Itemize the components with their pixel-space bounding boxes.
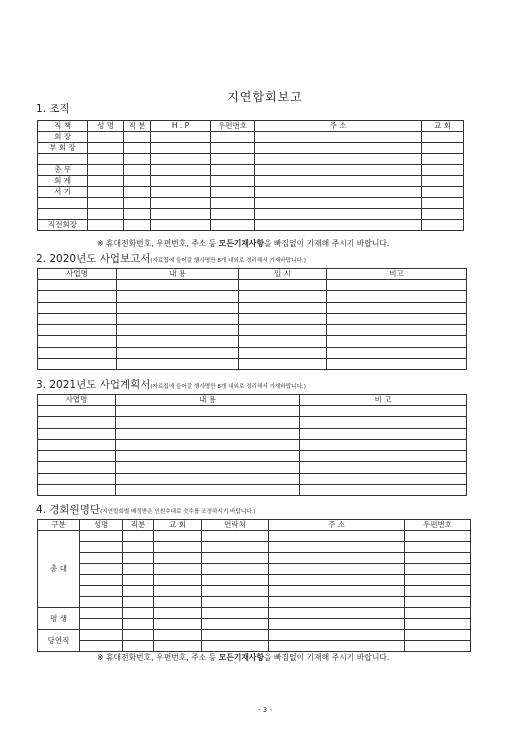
empty-cell <box>300 462 467 473</box>
empty-cell <box>123 586 154 597</box>
empty-cell <box>80 641 123 652</box>
role-label: 서 기 <box>38 187 88 198</box>
table-row <box>38 553 471 564</box>
empty-cell <box>300 417 467 428</box>
empty-cell <box>38 462 116 473</box>
empty-cell <box>123 641 154 652</box>
table-row <box>38 586 471 597</box>
empty-cell <box>116 473 300 484</box>
empty-cell <box>124 165 151 176</box>
empty-cell <box>327 336 467 347</box>
table-row <box>38 291 467 302</box>
table-row <box>38 325 467 336</box>
table-row <box>38 209 464 220</box>
empty-cell <box>88 220 124 231</box>
empty-cell <box>116 485 300 496</box>
role-label: 총 무 <box>38 165 88 176</box>
header-cell: 주 소 <box>269 520 405 531</box>
table-row <box>38 132 464 143</box>
empty-cell <box>151 220 211 231</box>
empty-cell <box>124 187 151 198</box>
empty-cell <box>422 198 464 209</box>
empty-cell <box>255 154 422 165</box>
empty-cell <box>38 406 116 417</box>
role-label: 회 장 <box>38 132 88 143</box>
empty-cell <box>405 608 471 619</box>
empty-cell <box>151 132 211 143</box>
empty-cell <box>124 220 151 231</box>
empty-cell <box>211 176 255 187</box>
empty-cell <box>202 608 269 619</box>
empty-cell <box>422 143 464 154</box>
empty-cell <box>211 132 255 143</box>
header-cell: 내 용 <box>117 269 239 280</box>
fill-notice: ※ 휴대전화번호, 우편번호, 주소 등 모든기재사항을 빠짐없이 기재해 주시기 바랍니다. <box>97 239 390 248</box>
table-row <box>38 608 471 619</box>
empty-cell <box>154 619 202 630</box>
empty-cell <box>202 575 269 586</box>
empty-cell <box>154 586 202 597</box>
empty-cell <box>80 575 123 586</box>
table-row <box>38 165 464 176</box>
empty-cell <box>80 553 123 564</box>
empty-cell <box>422 176 464 187</box>
empty-cell <box>38 280 117 291</box>
page-title: 지연합회보고 <box>227 90 303 104</box>
header-cell: 연락처 <box>202 520 269 531</box>
empty-cell <box>151 176 211 187</box>
table-row <box>38 302 467 313</box>
empty-cell <box>151 154 211 165</box>
table-row <box>38 359 467 370</box>
table-row <box>38 439 467 450</box>
table-header-row <box>38 269 467 280</box>
empty-cell <box>327 347 467 358</box>
header-cell: 사업명 <box>38 395 116 406</box>
empty-cell <box>327 313 467 324</box>
empty-cell <box>123 564 154 575</box>
empty-cell <box>239 359 327 370</box>
empty-cell <box>405 641 471 652</box>
empty-cell <box>88 187 124 198</box>
empty-cell <box>117 325 239 336</box>
empty-cell <box>269 564 405 575</box>
empty-cell <box>151 165 211 176</box>
role-label <box>38 209 88 220</box>
header-cell: 비고 <box>327 269 467 280</box>
empty-cell <box>116 417 300 428</box>
empty-cell <box>38 428 116 439</box>
empty-cell <box>117 302 239 313</box>
empty-cell <box>255 165 422 176</box>
empty-cell <box>88 143 124 154</box>
empty-cell <box>117 291 239 302</box>
table-row <box>38 406 467 417</box>
section-3-heading: 3. 2021년도 사업계획서(자료집에 들어갈 행사명만 8개 내외로 정리해서 기재바랍니다.) <box>36 379 306 391</box>
empty-cell <box>123 597 154 608</box>
table-row <box>38 619 471 630</box>
header-cell: 내 용 <box>116 395 300 406</box>
table-row <box>38 428 467 439</box>
header-cell: 성명 <box>80 520 123 531</box>
header-cell: 교 회 <box>422 121 464 132</box>
empty-cell <box>239 313 327 324</box>
empty-cell <box>124 198 151 209</box>
empty-cell <box>202 564 269 575</box>
empty-cell <box>422 209 464 220</box>
group-label: 총 대 <box>38 531 80 608</box>
empty-cell <box>38 325 117 336</box>
table-row <box>38 198 464 209</box>
empty-cell <box>300 451 467 462</box>
empty-cell <box>154 542 202 553</box>
business-plan-table <box>37 394 467 496</box>
empty-cell <box>123 608 154 619</box>
empty-cell <box>38 291 117 302</box>
empty-cell <box>239 302 327 313</box>
header-cell: 비 고 <box>300 395 467 406</box>
empty-cell <box>80 542 123 553</box>
empty-cell <box>80 531 123 542</box>
empty-cell <box>211 209 255 220</box>
empty-cell <box>255 176 422 187</box>
member-list-table <box>37 519 471 652</box>
role-label: 직전회장 <box>38 220 88 231</box>
empty-cell <box>405 597 471 608</box>
empty-cell <box>300 439 467 450</box>
empty-cell <box>255 132 422 143</box>
empty-cell <box>405 630 471 641</box>
empty-cell <box>38 313 117 324</box>
empty-cell <box>38 347 117 358</box>
empty-cell <box>269 575 405 586</box>
organization-table <box>37 120 464 231</box>
empty-cell <box>327 291 467 302</box>
empty-cell <box>422 154 464 165</box>
header-cell: 우편번호 <box>211 121 255 132</box>
empty-cell <box>38 485 116 496</box>
group-label: 평 생 <box>38 608 80 630</box>
empty-cell <box>269 586 405 597</box>
empty-cell <box>211 187 255 198</box>
business-report-table <box>37 268 467 370</box>
table-row <box>38 143 464 154</box>
empty-cell <box>38 473 116 484</box>
empty-cell <box>151 198 211 209</box>
table-row <box>38 313 467 324</box>
empty-cell <box>151 209 211 220</box>
empty-cell <box>202 619 269 630</box>
section-1-heading: 1. 조직 <box>36 103 70 115</box>
table-row <box>38 641 471 652</box>
empty-cell <box>269 608 405 619</box>
page-number: - 3 - <box>258 706 272 714</box>
empty-cell <box>38 451 116 462</box>
empty-cell <box>239 347 327 358</box>
table-row <box>38 347 467 358</box>
empty-cell <box>80 619 123 630</box>
empty-cell <box>116 439 300 450</box>
empty-cell <box>154 641 202 652</box>
table-row <box>38 154 464 165</box>
table-row <box>38 485 467 496</box>
role-label <box>38 154 88 165</box>
empty-cell <box>269 542 405 553</box>
empty-cell <box>269 619 405 630</box>
empty-cell <box>123 630 154 641</box>
header-cell: 우편번호 <box>405 520 471 531</box>
empty-cell <box>255 143 422 154</box>
table-row <box>38 462 467 473</box>
group-label: 당연직 <box>38 630 80 652</box>
empty-cell <box>269 553 405 564</box>
empty-cell <box>38 439 116 450</box>
empty-cell <box>327 325 467 336</box>
empty-cell <box>255 198 422 209</box>
table-row <box>38 473 467 484</box>
empty-cell <box>80 630 123 641</box>
section-2-heading: 2. 2020년도 사업보고서(자료집에 들어갈 행사명만 8개 내외로 정리해서 기재바랍니다.) <box>36 253 306 265</box>
empty-cell <box>124 176 151 187</box>
role-label: 부 회 장 <box>38 143 88 154</box>
empty-cell <box>154 630 202 641</box>
table-row <box>38 176 464 187</box>
empty-cell <box>239 291 327 302</box>
empty-cell <box>154 575 202 586</box>
empty-cell <box>123 553 154 564</box>
header-cell: 일 시 <box>239 269 327 280</box>
empty-cell <box>80 608 123 619</box>
header-cell: 직 분 <box>124 121 151 132</box>
table-header-row <box>38 520 471 531</box>
header-cell: 사업명 <box>38 269 117 280</box>
empty-cell <box>327 359 467 370</box>
empty-cell <box>422 132 464 143</box>
empty-cell <box>269 630 405 641</box>
empty-cell <box>117 347 239 358</box>
empty-cell <box>211 143 255 154</box>
empty-cell <box>116 451 300 462</box>
empty-cell <box>202 542 269 553</box>
empty-cell <box>202 630 269 641</box>
empty-cell <box>239 325 327 336</box>
empty-cell <box>154 597 202 608</box>
empty-cell <box>80 586 123 597</box>
header-cell: 성 명 <box>88 121 124 132</box>
empty-cell <box>202 641 269 652</box>
empty-cell <box>124 154 151 165</box>
table-row <box>38 220 464 231</box>
empty-cell <box>151 143 211 154</box>
empty-cell <box>116 462 300 473</box>
empty-cell <box>300 428 467 439</box>
empty-cell <box>405 553 471 564</box>
fill-notice-bottom: ※ 휴대전화번호, 우편번호, 주소 등 모든기재사항을 빠짐없이 기재해 주시기 바랍니다. <box>97 653 390 662</box>
empty-cell <box>88 154 124 165</box>
empty-cell <box>422 220 464 231</box>
empty-cell <box>300 485 467 496</box>
empty-cell <box>405 564 471 575</box>
header-cell: 직분 <box>123 520 154 531</box>
empty-cell <box>80 597 123 608</box>
empty-cell <box>117 336 239 347</box>
empty-cell <box>269 597 405 608</box>
table-header-row <box>38 395 467 406</box>
empty-cell <box>88 165 124 176</box>
empty-cell <box>255 220 422 231</box>
empty-cell <box>123 542 154 553</box>
header-cell: H . P <box>151 121 211 132</box>
empty-cell <box>123 531 154 542</box>
empty-cell <box>117 313 239 324</box>
role-label <box>38 198 88 209</box>
table-row <box>38 336 467 347</box>
table-row <box>38 531 471 542</box>
empty-cell <box>38 417 116 428</box>
empty-cell <box>124 143 151 154</box>
empty-cell <box>239 336 327 347</box>
header-cell: 교 회 <box>154 520 202 531</box>
empty-cell <box>202 597 269 608</box>
table-row <box>38 417 467 428</box>
empty-cell <box>38 336 117 347</box>
empty-cell <box>300 473 467 484</box>
empty-cell <box>117 280 239 291</box>
empty-cell <box>116 428 300 439</box>
empty-cell <box>202 531 269 542</box>
table-row <box>38 564 471 575</box>
empty-cell <box>255 187 422 198</box>
empty-cell <box>300 406 467 417</box>
table-header-row <box>38 121 464 132</box>
empty-cell <box>327 302 467 313</box>
empty-cell <box>211 220 255 231</box>
empty-cell <box>405 531 471 542</box>
empty-cell <box>255 209 422 220</box>
table-row <box>38 630 471 641</box>
table-row <box>38 597 471 608</box>
empty-cell <box>202 553 269 564</box>
empty-cell <box>154 608 202 619</box>
empty-cell <box>123 575 154 586</box>
empty-cell <box>123 619 154 630</box>
empty-cell <box>88 209 124 220</box>
empty-cell <box>154 564 202 575</box>
empty-cell <box>88 132 124 143</box>
empty-cell <box>405 619 471 630</box>
empty-cell <box>38 359 117 370</box>
empty-cell <box>422 187 464 198</box>
empty-cell <box>88 198 124 209</box>
empty-cell <box>327 280 467 291</box>
role-label: 회 계 <box>38 176 88 187</box>
empty-cell <box>269 531 405 542</box>
empty-cell <box>124 132 151 143</box>
table-row <box>38 542 471 553</box>
empty-cell <box>405 575 471 586</box>
empty-cell <box>239 280 327 291</box>
empty-cell <box>124 209 151 220</box>
empty-cell <box>117 359 239 370</box>
section-4-heading: 4. 경회원명단(지연합회별 배정받은 인원수대로 숫수를 조정하시기 바랍니다.) <box>36 504 256 516</box>
empty-cell <box>211 165 255 176</box>
empty-cell <box>154 553 202 564</box>
empty-cell <box>154 531 202 542</box>
empty-cell <box>405 542 471 553</box>
empty-cell <box>116 406 300 417</box>
table-row <box>38 280 467 291</box>
empty-cell <box>211 154 255 165</box>
empty-cell <box>151 187 211 198</box>
header-cell: 구분 <box>38 520 80 531</box>
header-cell: 직 책 <box>38 121 88 132</box>
empty-cell <box>202 586 269 597</box>
empty-cell <box>211 198 255 209</box>
table-row <box>38 187 464 198</box>
empty-cell <box>38 302 117 313</box>
empty-cell <box>422 165 464 176</box>
header-cell: 주 소 <box>255 121 422 132</box>
empty-cell <box>269 641 405 652</box>
empty-cell <box>88 176 124 187</box>
empty-cell <box>80 564 123 575</box>
empty-cell <box>405 586 471 597</box>
table-row <box>38 575 471 586</box>
table-row <box>38 451 467 462</box>
